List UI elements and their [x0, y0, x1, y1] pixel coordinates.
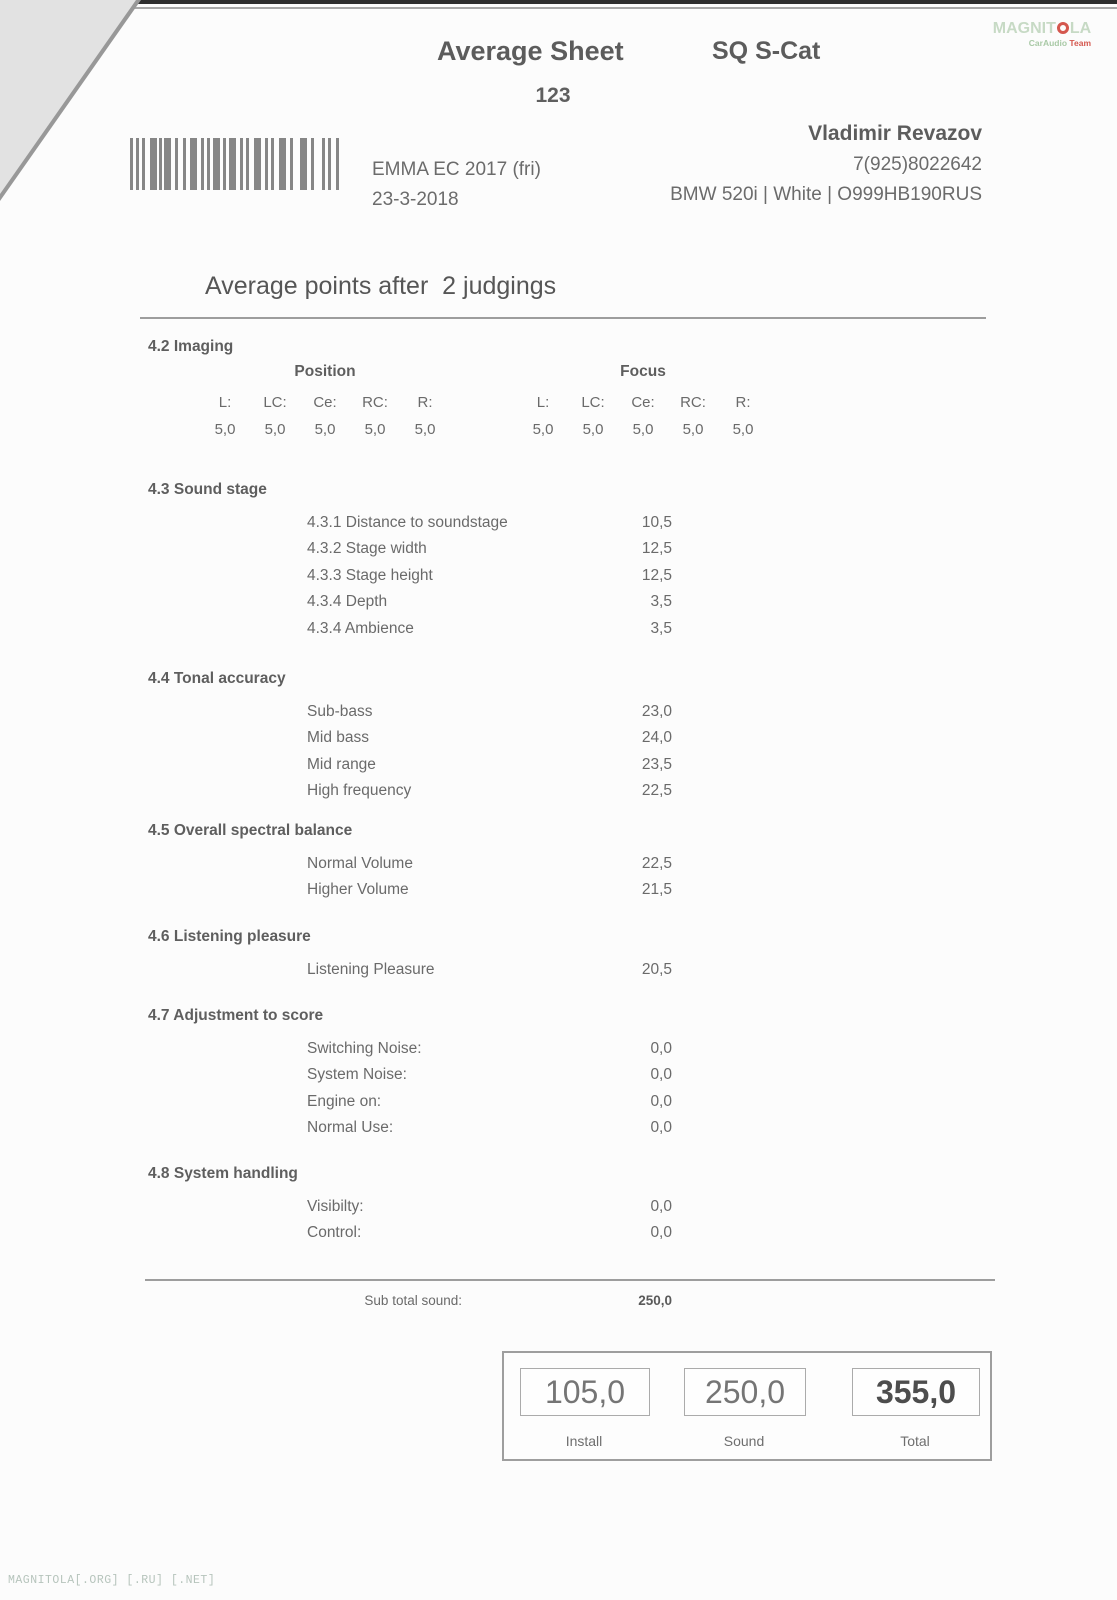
score-row: [148, 510, 672, 536]
score-row: [148, 778, 672, 804]
paper-edge-line: [95, 7, 1117, 9]
subtotal-value: 250,0: [638, 1293, 672, 1308]
score-row: [148, 1089, 672, 1115]
score-label: System Noise:: [307, 1066, 407, 1084]
score-value: 24,0: [641, 729, 672, 747]
score-value: 20,5: [641, 961, 672, 978]
score-row: [148, 851, 672, 877]
score-value: 0,0: [650, 1092, 672, 1110]
score-label: Normal Use:: [307, 1119, 394, 1137]
total-score-box: 355,0: [852, 1368, 980, 1416]
imaging-focus-group: [518, 363, 768, 438]
score-label: 4.3.4 Depth: [307, 593, 388, 611]
score-row: [148, 752, 672, 778]
magnitola-logo: [990, 20, 1094, 48]
score-row: [148, 699, 672, 725]
group-title-position: Position: [294, 363, 356, 380]
divider-top: [140, 317, 986, 319]
section-title: 4.6 Listening pleasure: [148, 928, 311, 945]
site-watermark: MAGNITOLA[.ORG] [.RU] [.NET]: [8, 1574, 216, 1587]
score-value: 5,0: [532, 421, 554, 438]
section-spectral-balance: [148, 822, 672, 904]
score-value: 0,0: [650, 1066, 672, 1084]
section-system-handling: [148, 1165, 672, 1247]
score-label: Listening Pleasure: [307, 961, 435, 978]
score-label: Visibilty:: [307, 1198, 364, 1215]
score-value: 10,5: [641, 514, 672, 531]
score-label: Mid range: [307, 755, 376, 773]
col-header: L:: [536, 394, 550, 411]
score-value: 3,5: [650, 593, 672, 611]
install-label: Install: [565, 1433, 603, 1449]
score-value: 23,5: [641, 755, 672, 773]
imaging-position-group: [200, 363, 450, 438]
document-title: Average Sheet: [437, 36, 624, 66]
col-header: LC:: [263, 394, 287, 411]
score-row: [148, 877, 672, 903]
score-value: 5,0: [414, 421, 436, 438]
score-value: 12,5: [641, 540, 672, 558]
score-value: 5,0: [582, 421, 604, 438]
score-row: [148, 1115, 672, 1141]
barcode: [130, 138, 345, 190]
install-score-box: 105,0: [520, 1368, 650, 1416]
col-header: R:: [735, 394, 751, 411]
score-value: 0,0: [650, 1040, 672, 1057]
col-header: RC:: [362, 394, 388, 411]
section-tonal-accuracy: [148, 670, 672, 805]
score-label: Sub-bass: [307, 703, 373, 720]
score-label: Mid bass: [307, 729, 370, 747]
score-row: [148, 1036, 672, 1062]
competitor-info: [670, 118, 982, 210]
score-row: [148, 1194, 672, 1220]
score-value: 0,0: [650, 1119, 672, 1137]
divider-subtotal: [145, 1279, 995, 1281]
competitor-phone: 7(925)8022642: [853, 154, 982, 175]
magnitola-logo-subtext: CarAudio Team: [1028, 37, 1091, 48]
score-value: 5,0: [314, 421, 336, 438]
score-value: 5,0: [364, 421, 386, 438]
scan-edge-line: [0, 0, 1117, 4]
score-value: 12,5: [641, 566, 672, 584]
section-title-imaging: 4.2 Imaging: [148, 338, 234, 355]
page-title: Average points after 2 judgings: [205, 272, 557, 300]
col-header: LC:: [581, 394, 605, 411]
score-label: Switching Noise:: [307, 1040, 422, 1057]
score-label: 4.3.3 Stage height: [307, 566, 433, 584]
subtotal-label: Sub total sound:: [364, 1293, 462, 1308]
score-label: 4.3.4 Ambience: [307, 619, 414, 637]
section-title: 4.7 Adjustment to score: [148, 1007, 324, 1024]
col-header: Ce:: [313, 394, 337, 411]
car-info: BMW 520i | White | O999HB190RUS: [670, 184, 982, 205]
score-row: [148, 536, 672, 562]
group-title-focus: Focus: [620, 363, 666, 380]
score-label: Engine on:: [307, 1092, 382, 1110]
score-row: [148, 563, 672, 589]
score-row: [148, 589, 672, 615]
col-header: R:: [417, 394, 433, 411]
sound-score-box: 250,0: [684, 1368, 806, 1416]
score-value: 5,0: [732, 421, 754, 438]
sound-label: Sound: [723, 1433, 765, 1449]
event-name: EMMA EC 2017 (fri): [372, 159, 541, 180]
score-row: [148, 957, 672, 983]
score-label: High frequency: [307, 782, 412, 800]
score-row: [148, 616, 672, 642]
section-listening-pleasure: [148, 928, 672, 983]
event-date: 23-3-2018: [372, 189, 459, 210]
sheet-number: 123: [535, 84, 571, 107]
competition-category: SQ S-Cat: [712, 37, 821, 65]
competitor-name: Vladimir Revazov: [808, 122, 982, 145]
total-label: Total: [900, 1433, 930, 1449]
score-value: 0,0: [650, 1198, 672, 1215]
score-label: Normal Volume: [307, 855, 413, 872]
folded-corner: [0, 0, 136, 194]
score-value: 23,0: [641, 703, 672, 720]
score-value: 5,0: [214, 421, 236, 438]
totals-panel: [502, 1351, 992, 1461]
score-value: 5,0: [682, 421, 704, 438]
score-value: 21,5: [641, 881, 672, 899]
score-label: 4.3.1 Distance to soundstage: [307, 514, 508, 531]
col-header: Ce:: [631, 394, 655, 411]
score-value: 22,5: [641, 855, 672, 872]
event-info: [372, 155, 541, 215]
section-adjustment: [148, 1007, 672, 1142]
score-value: 22,5: [641, 782, 672, 800]
score-value: 5,0: [264, 421, 286, 438]
score-row: [148, 1220, 672, 1246]
score-row: [148, 725, 672, 751]
col-header: RC:: [680, 394, 706, 411]
score-value: 5,0: [632, 421, 654, 438]
score-value: 0,0: [650, 1224, 672, 1242]
score-label: 4.3.2 Stage width: [307, 540, 427, 558]
score-label: Higher Volume: [307, 881, 409, 899]
score-label: Control:: [307, 1224, 362, 1242]
logo-ring-o-icon: [1057, 22, 1069, 34]
score-row: [148, 1062, 672, 1088]
section-title: 4.3 Sound stage: [148, 481, 267, 498]
section-title: 4.4 Tonal accuracy: [148, 670, 286, 687]
score-value: 3,5: [650, 619, 672, 637]
col-header: L:: [218, 394, 232, 411]
section-title: 4.5 Overall spectral balance: [148, 822, 353, 839]
section-sound-stage: [148, 481, 672, 642]
section-title: 4.8 System handling: [148, 1165, 298, 1182]
magnitola-logo-text: MAGNIT LA: [992, 20, 1092, 37]
